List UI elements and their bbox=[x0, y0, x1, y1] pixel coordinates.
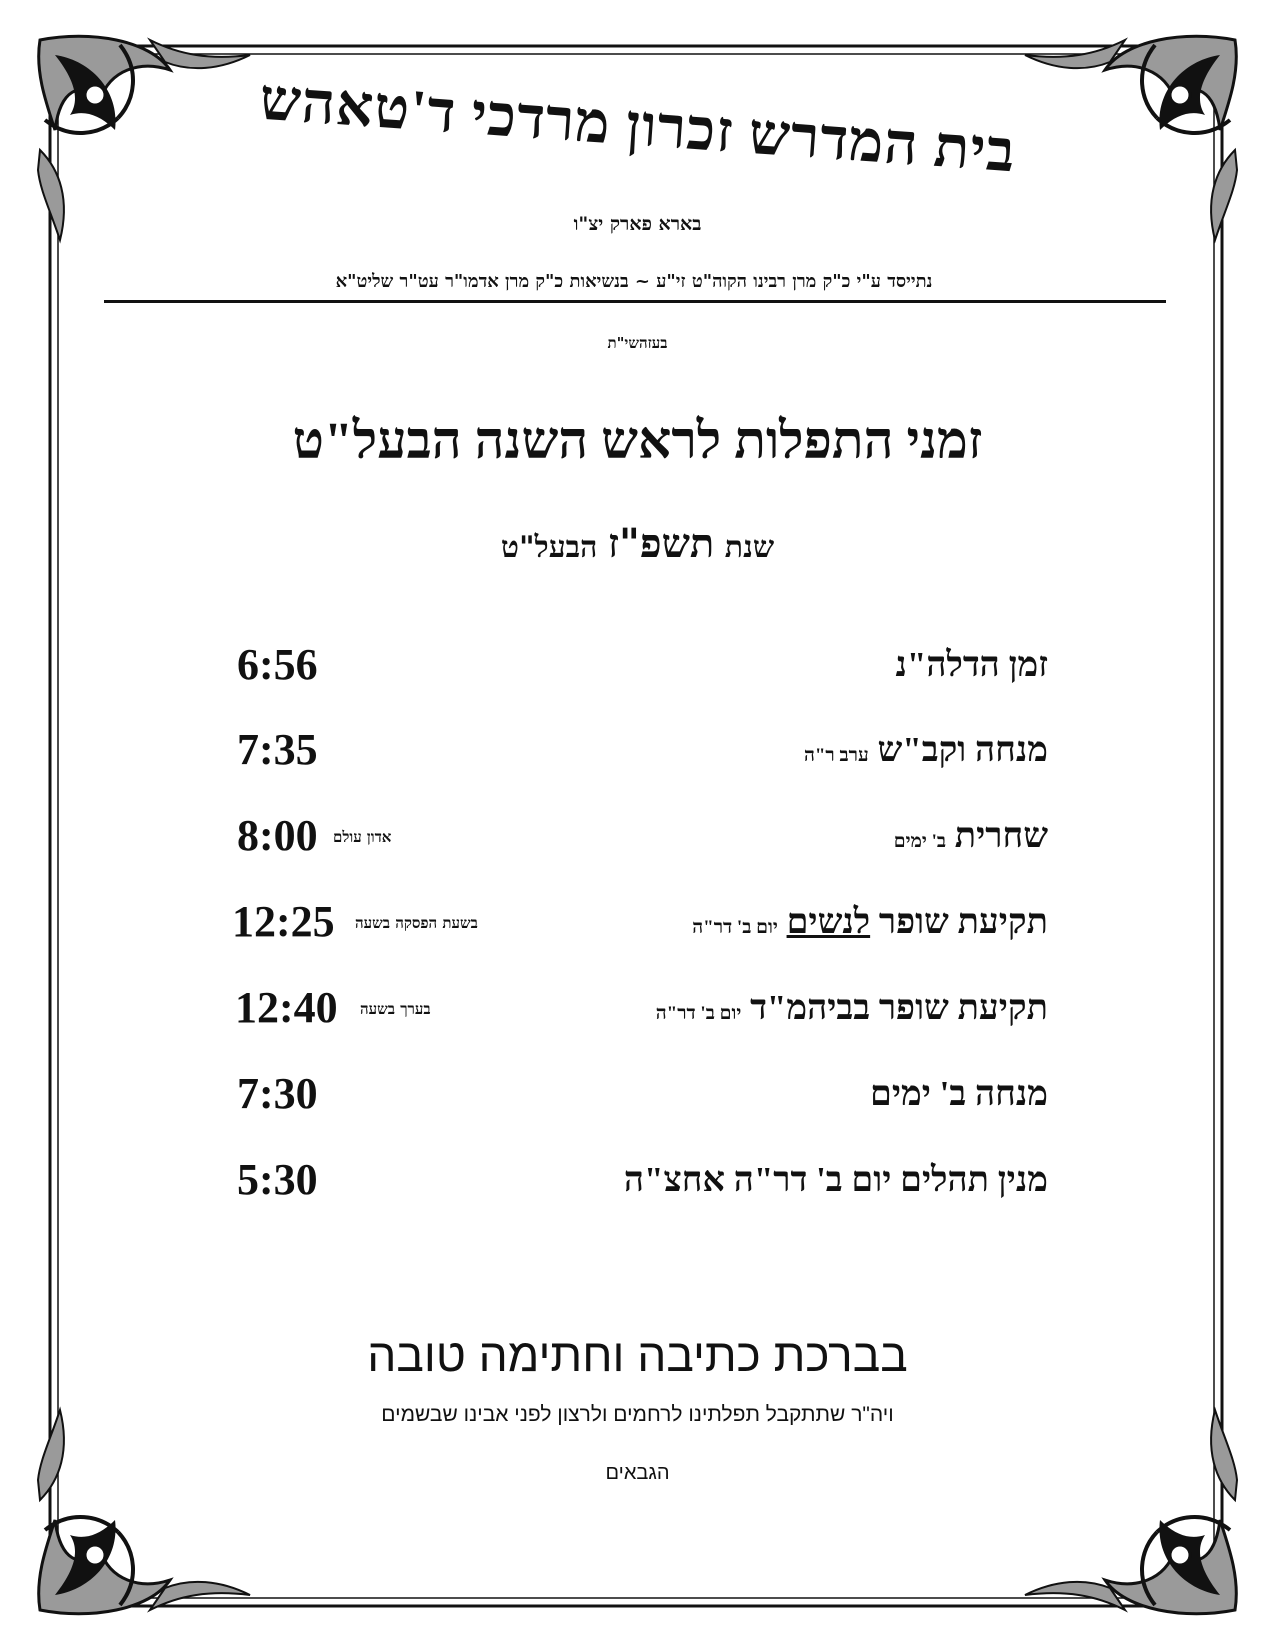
schedule-label: שחרית ב' ימים bbox=[893, 816, 1048, 855]
schedule-note: אדון עולם bbox=[333, 828, 392, 846]
schedule-row bbox=[0, 983, 1275, 1043]
schedule-label-detail: ערב ר"ה bbox=[803, 745, 869, 766]
schedule-note: בערך בשעה bbox=[360, 1000, 431, 1018]
schedule-time: 6:56 bbox=[237, 640, 318, 689]
year-suffix: הבעל"ט bbox=[500, 530, 598, 565]
schedule-label: זמן הדלה"נ bbox=[895, 645, 1048, 684]
schedule-label: תקיעת שופר בביהמ"ד יום ב' דר"ה bbox=[655, 988, 1048, 1027]
schedule-label: מנחה ב' ימים bbox=[869, 1074, 1048, 1113]
founder-line: נתייסד ע"י כ"ק מרן רבינו הקוה"ט זי"ע ~ בנשיאות כ"ק מרן אדמו"ר עט"ר שליט"א bbox=[335, 271, 933, 292]
schedule-row bbox=[0, 1069, 1275, 1129]
schedule-label-detail: יום ב' דר"ה bbox=[655, 1003, 742, 1024]
schedule-label: מנחה וקב"ש ערב ר"ה bbox=[803, 730, 1048, 769]
schedule-row bbox=[0, 1155, 1275, 1215]
header-divider bbox=[104, 300, 1166, 303]
location-line: בארא פארק יצ"ו bbox=[573, 213, 702, 235]
schedule-row bbox=[0, 640, 1275, 700]
schedule-time: 12:25 bbox=[232, 897, 335, 946]
signature-gabbaim: הגבאים bbox=[605, 1462, 670, 1484]
schedule-label-detail: יום ב' דר"ה bbox=[692, 917, 778, 938]
schedule-row bbox=[0, 811, 1275, 871]
year-prefix: שנת bbox=[724, 530, 775, 565]
schedule-label: מנין תהלים יום ב' דר"ה אחצ"ה bbox=[623, 1160, 1048, 1199]
year-value: תשפ"ז bbox=[607, 520, 715, 567]
synagogue-name: בית המדרש זכרון מרדכי ד'טאהש bbox=[257, 66, 1018, 185]
synagogue-name-title bbox=[0, 66, 1275, 202]
schedule-label-detail: ב' ימים bbox=[893, 831, 947, 852]
schedule-time: 5:30 bbox=[237, 1155, 318, 1204]
schedule-row bbox=[0, 725, 1275, 785]
schedule-time: 8:00 bbox=[237, 811, 318, 860]
schedule-row bbox=[0, 897, 1275, 957]
schedule-label-emphasis: לנשים bbox=[786, 902, 871, 941]
schedule-time: 7:30 bbox=[237, 1069, 318, 1118]
schedule-time: 7:35 bbox=[237, 725, 318, 774]
schedule-time: 12:40 bbox=[235, 983, 338, 1032]
wish-line: ויה"ר שתתקבל תפלתינו לרחמים ולרצון לפני אבינו שבשמים bbox=[381, 1403, 894, 1426]
schedule-note: בשעת הפסקה בשעה bbox=[355, 914, 478, 932]
year-line bbox=[0, 520, 1275, 567]
bezras-hashem-line: בעזהשי"ת bbox=[607, 334, 668, 352]
prayer-times-heading: זמני התפלות לראש השנה הבעל"ט bbox=[292, 413, 983, 470]
schedule-label: תקיעת שופר לנשים יום ב' דר"ה bbox=[692, 902, 1048, 941]
blessing-line: בברכת כתיבה וחתימה טובה bbox=[367, 1329, 908, 1381]
